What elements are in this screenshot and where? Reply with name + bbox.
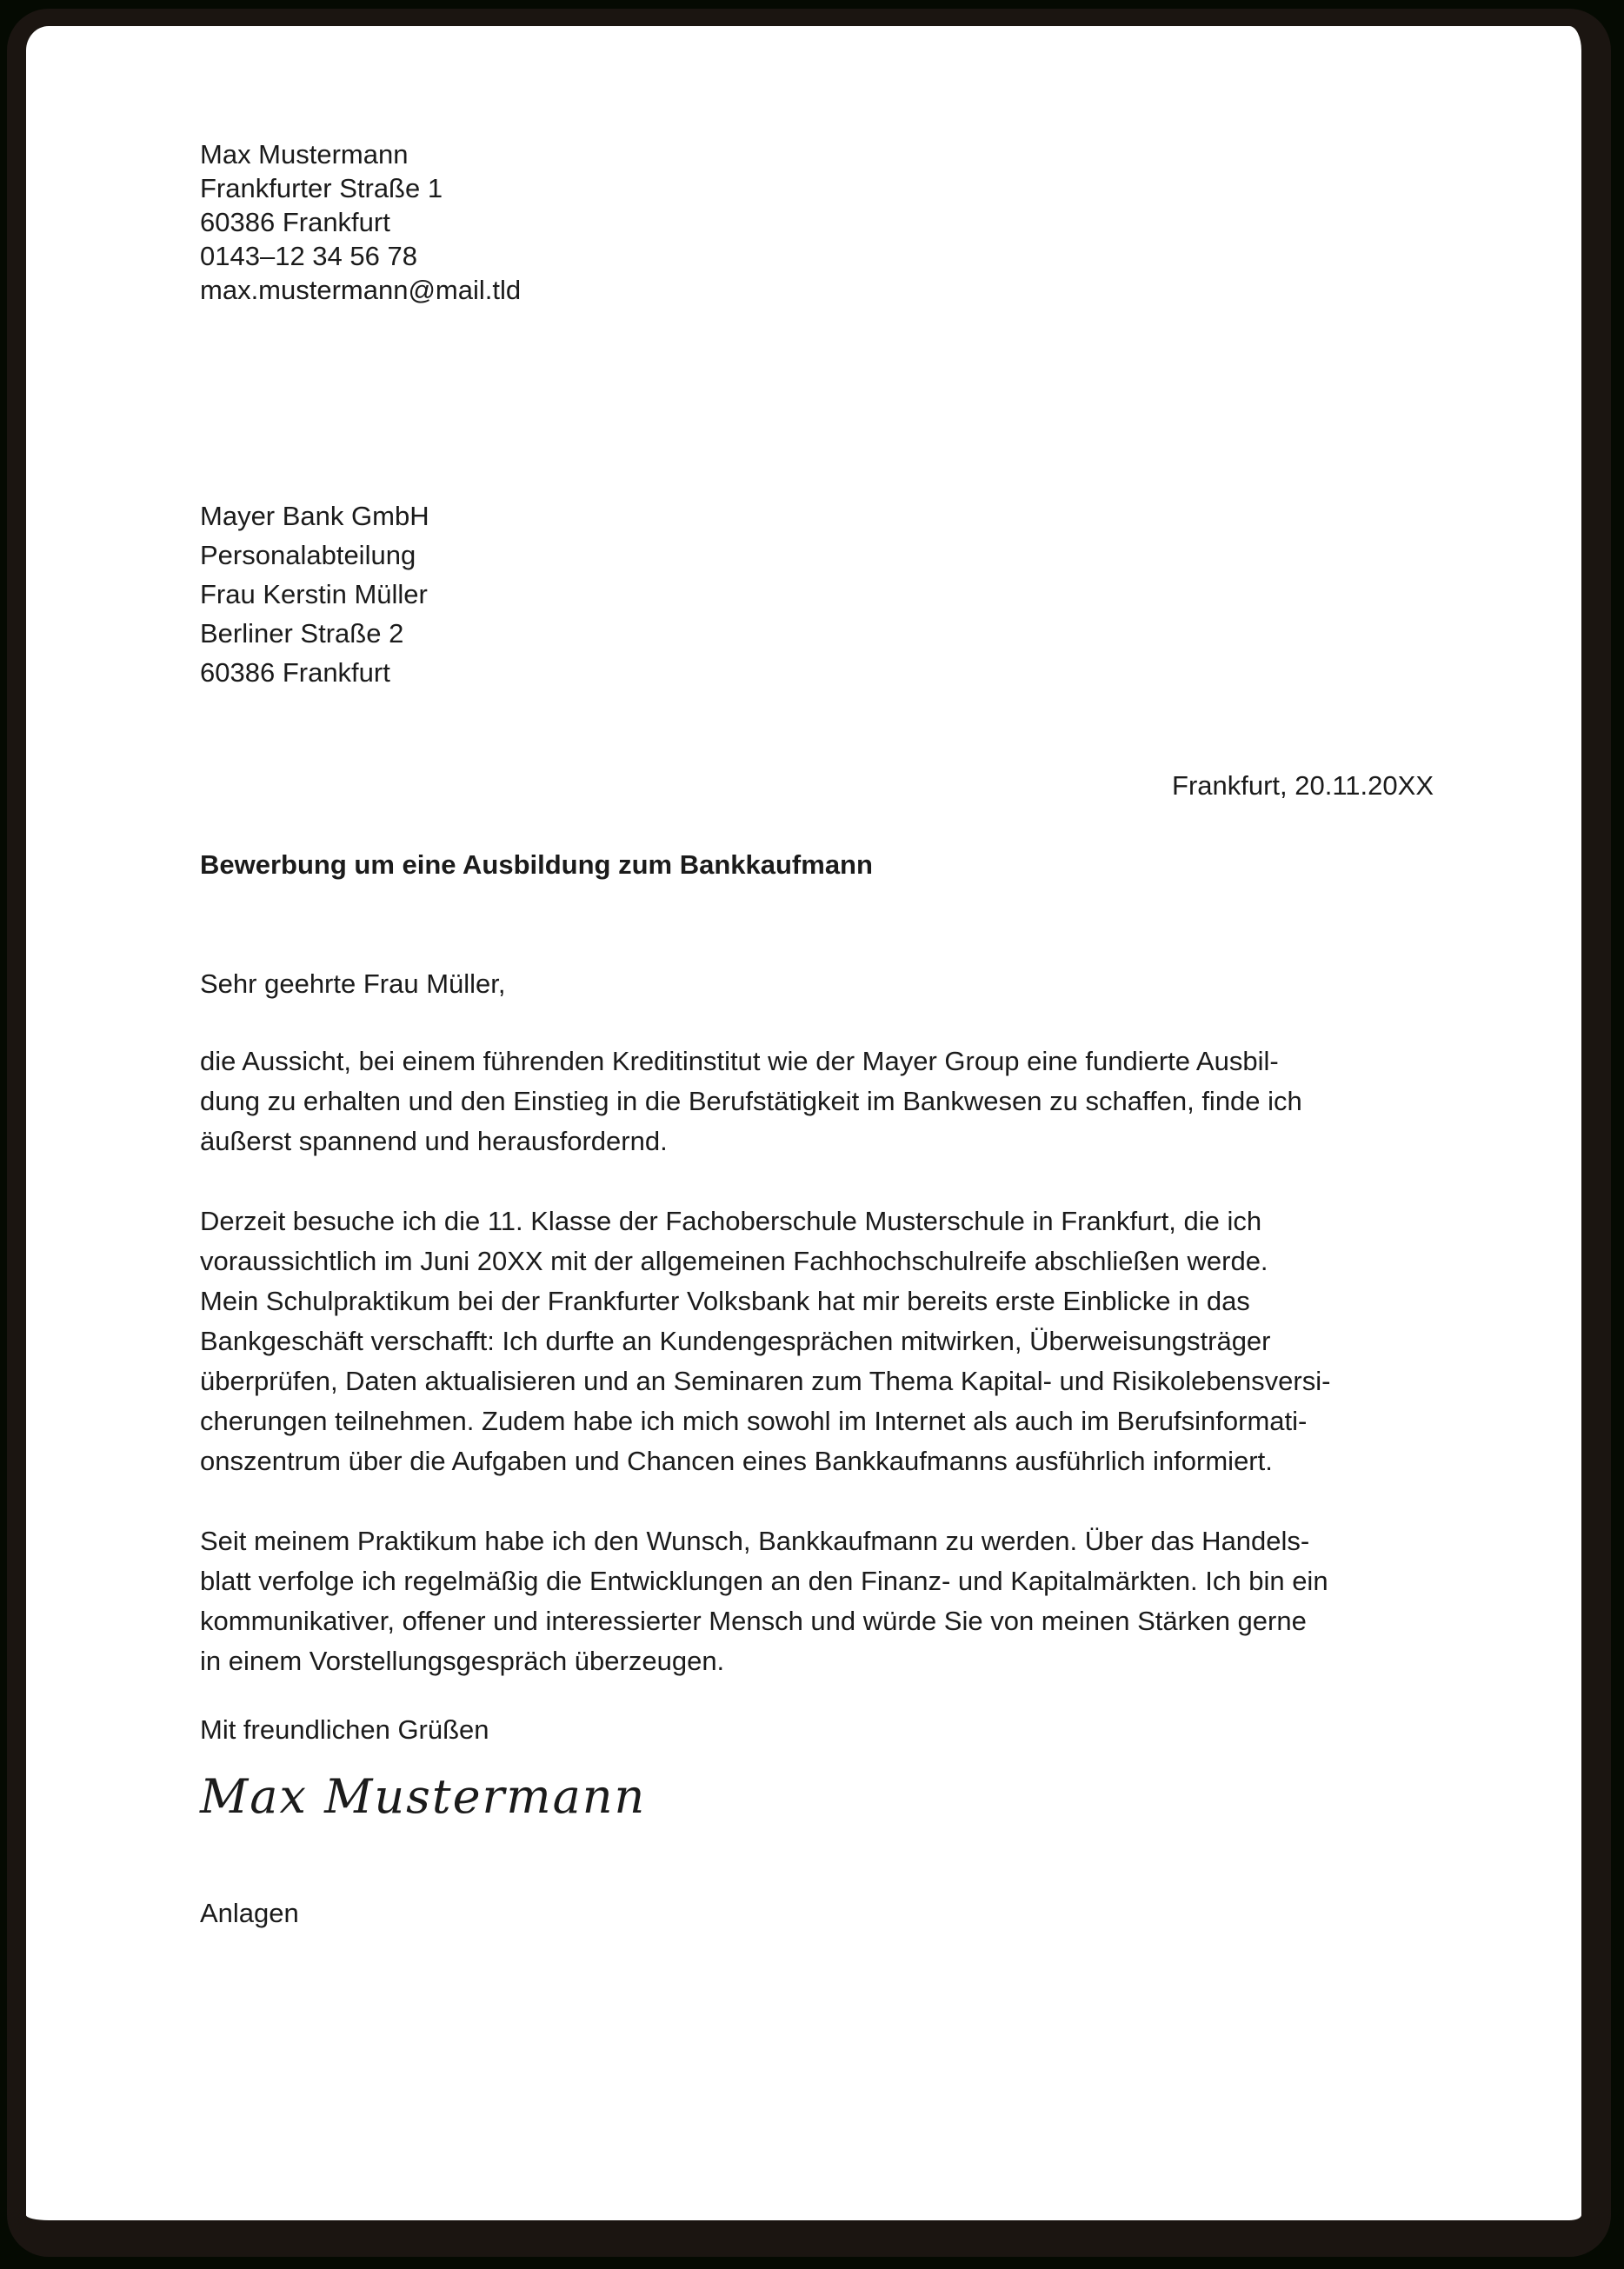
body-line: cherungen teilnehmen. Zudem habe ich mich sowohl im Internet als auch im Berufsinformati- xyxy=(200,1406,1308,1436)
body-line: die Aussicht, bei einem führenden Kreditinstitut wie der Mayer Group eine fundierte Ausbil- xyxy=(200,1046,1279,1076)
closing-phrase: Mit freundlichen Grüßen xyxy=(200,1714,489,1745)
sender-email: max.mustermann@mail.tld xyxy=(200,275,522,305)
body-line: kommunikativer, offener und interessierter Mensch und würde Sie von meinen Stärken gerne xyxy=(200,1606,1307,1636)
subject-line: Bewerbung um eine Ausbildung zum Bankkaufmann xyxy=(200,849,873,880)
body-line: überprüfen, Daten aktualisieren und an Seminaren zum Thema Kapital- und Risikolebensversi- xyxy=(200,1366,1331,1396)
body-line: Mein Schulpraktikum bei der Frankfurter Volksbank hat mir bereits erste Einblicke in das xyxy=(200,1286,1250,1316)
letter-content xyxy=(200,137,1451,1930)
handwritten-signature: Max Mustermann xyxy=(200,1769,647,1824)
body-line: onszentrum über die Aufgaben und Chancen eines Bankkaufmanns ausführlich informiert. xyxy=(200,1446,1273,1476)
recipient-city: 60386 Frankfurt xyxy=(200,657,390,688)
sender-street: Frankfurter Straße 1 xyxy=(200,173,443,203)
date-line: Frankfurt, 20.11.20XX xyxy=(1172,770,1434,801)
paragraph-1 xyxy=(200,1041,1451,1161)
salutation: Sehr geehrte Frau Müller, xyxy=(200,968,506,999)
recipient-company: Mayer Bank GmbH xyxy=(200,501,429,531)
recipient-street: Berliner Straße 2 xyxy=(200,618,404,649)
paragraph-3 xyxy=(200,1521,1451,1681)
body-line: äußerst spannend und herausfordernd. xyxy=(200,1126,668,1156)
enclosures-label: Anlagen xyxy=(200,1898,299,1928)
sender-phone: 0143–12 34 56 78 xyxy=(200,241,417,271)
recipient-address-block xyxy=(200,496,1451,692)
sender-city: 60386 Frankfurt xyxy=(200,207,390,237)
body-line: Derzeit besuche ich die 11. Klasse der Fachoberschule Musterschule in Frankfurt, die ich xyxy=(200,1206,1262,1236)
body-line: Bankgeschäft verschafft: Ich durfte an Kundengesprächen mitwirken, Überweisungsträger xyxy=(200,1326,1271,1356)
recipient-department: Personalabteilung xyxy=(200,540,416,570)
paragraph-2 xyxy=(200,1201,1451,1481)
body-line: blatt verfolge ich regelmäßig die Entwicklungen an den Finanz- und Kapitalmärkten. Ich bin ein xyxy=(200,1566,1328,1596)
body-line: dung zu erhalten und den Einstieg in die Berufstätigkeit im Bankwesen zu schaffen, finde ich xyxy=(200,1086,1302,1116)
sender-name: Max Mustermann xyxy=(200,139,409,170)
letter-paper xyxy=(7,9,1611,2257)
body-line: voraussichtlich im Juni 20XX mit der allgemeinen Fachhochschulreife abschließen werde. xyxy=(200,1246,1268,1276)
body-line: Seit meinem Praktikum habe ich den Wunsch, Bankkaufmann zu werden. Über das Handels- xyxy=(200,1526,1310,1556)
recipient-contact: Frau Kerstin Müller xyxy=(200,579,428,609)
body-line: in einem Vorstellungsgespräch überzeugen. xyxy=(200,1646,725,1676)
sender-address-block xyxy=(200,137,1451,307)
